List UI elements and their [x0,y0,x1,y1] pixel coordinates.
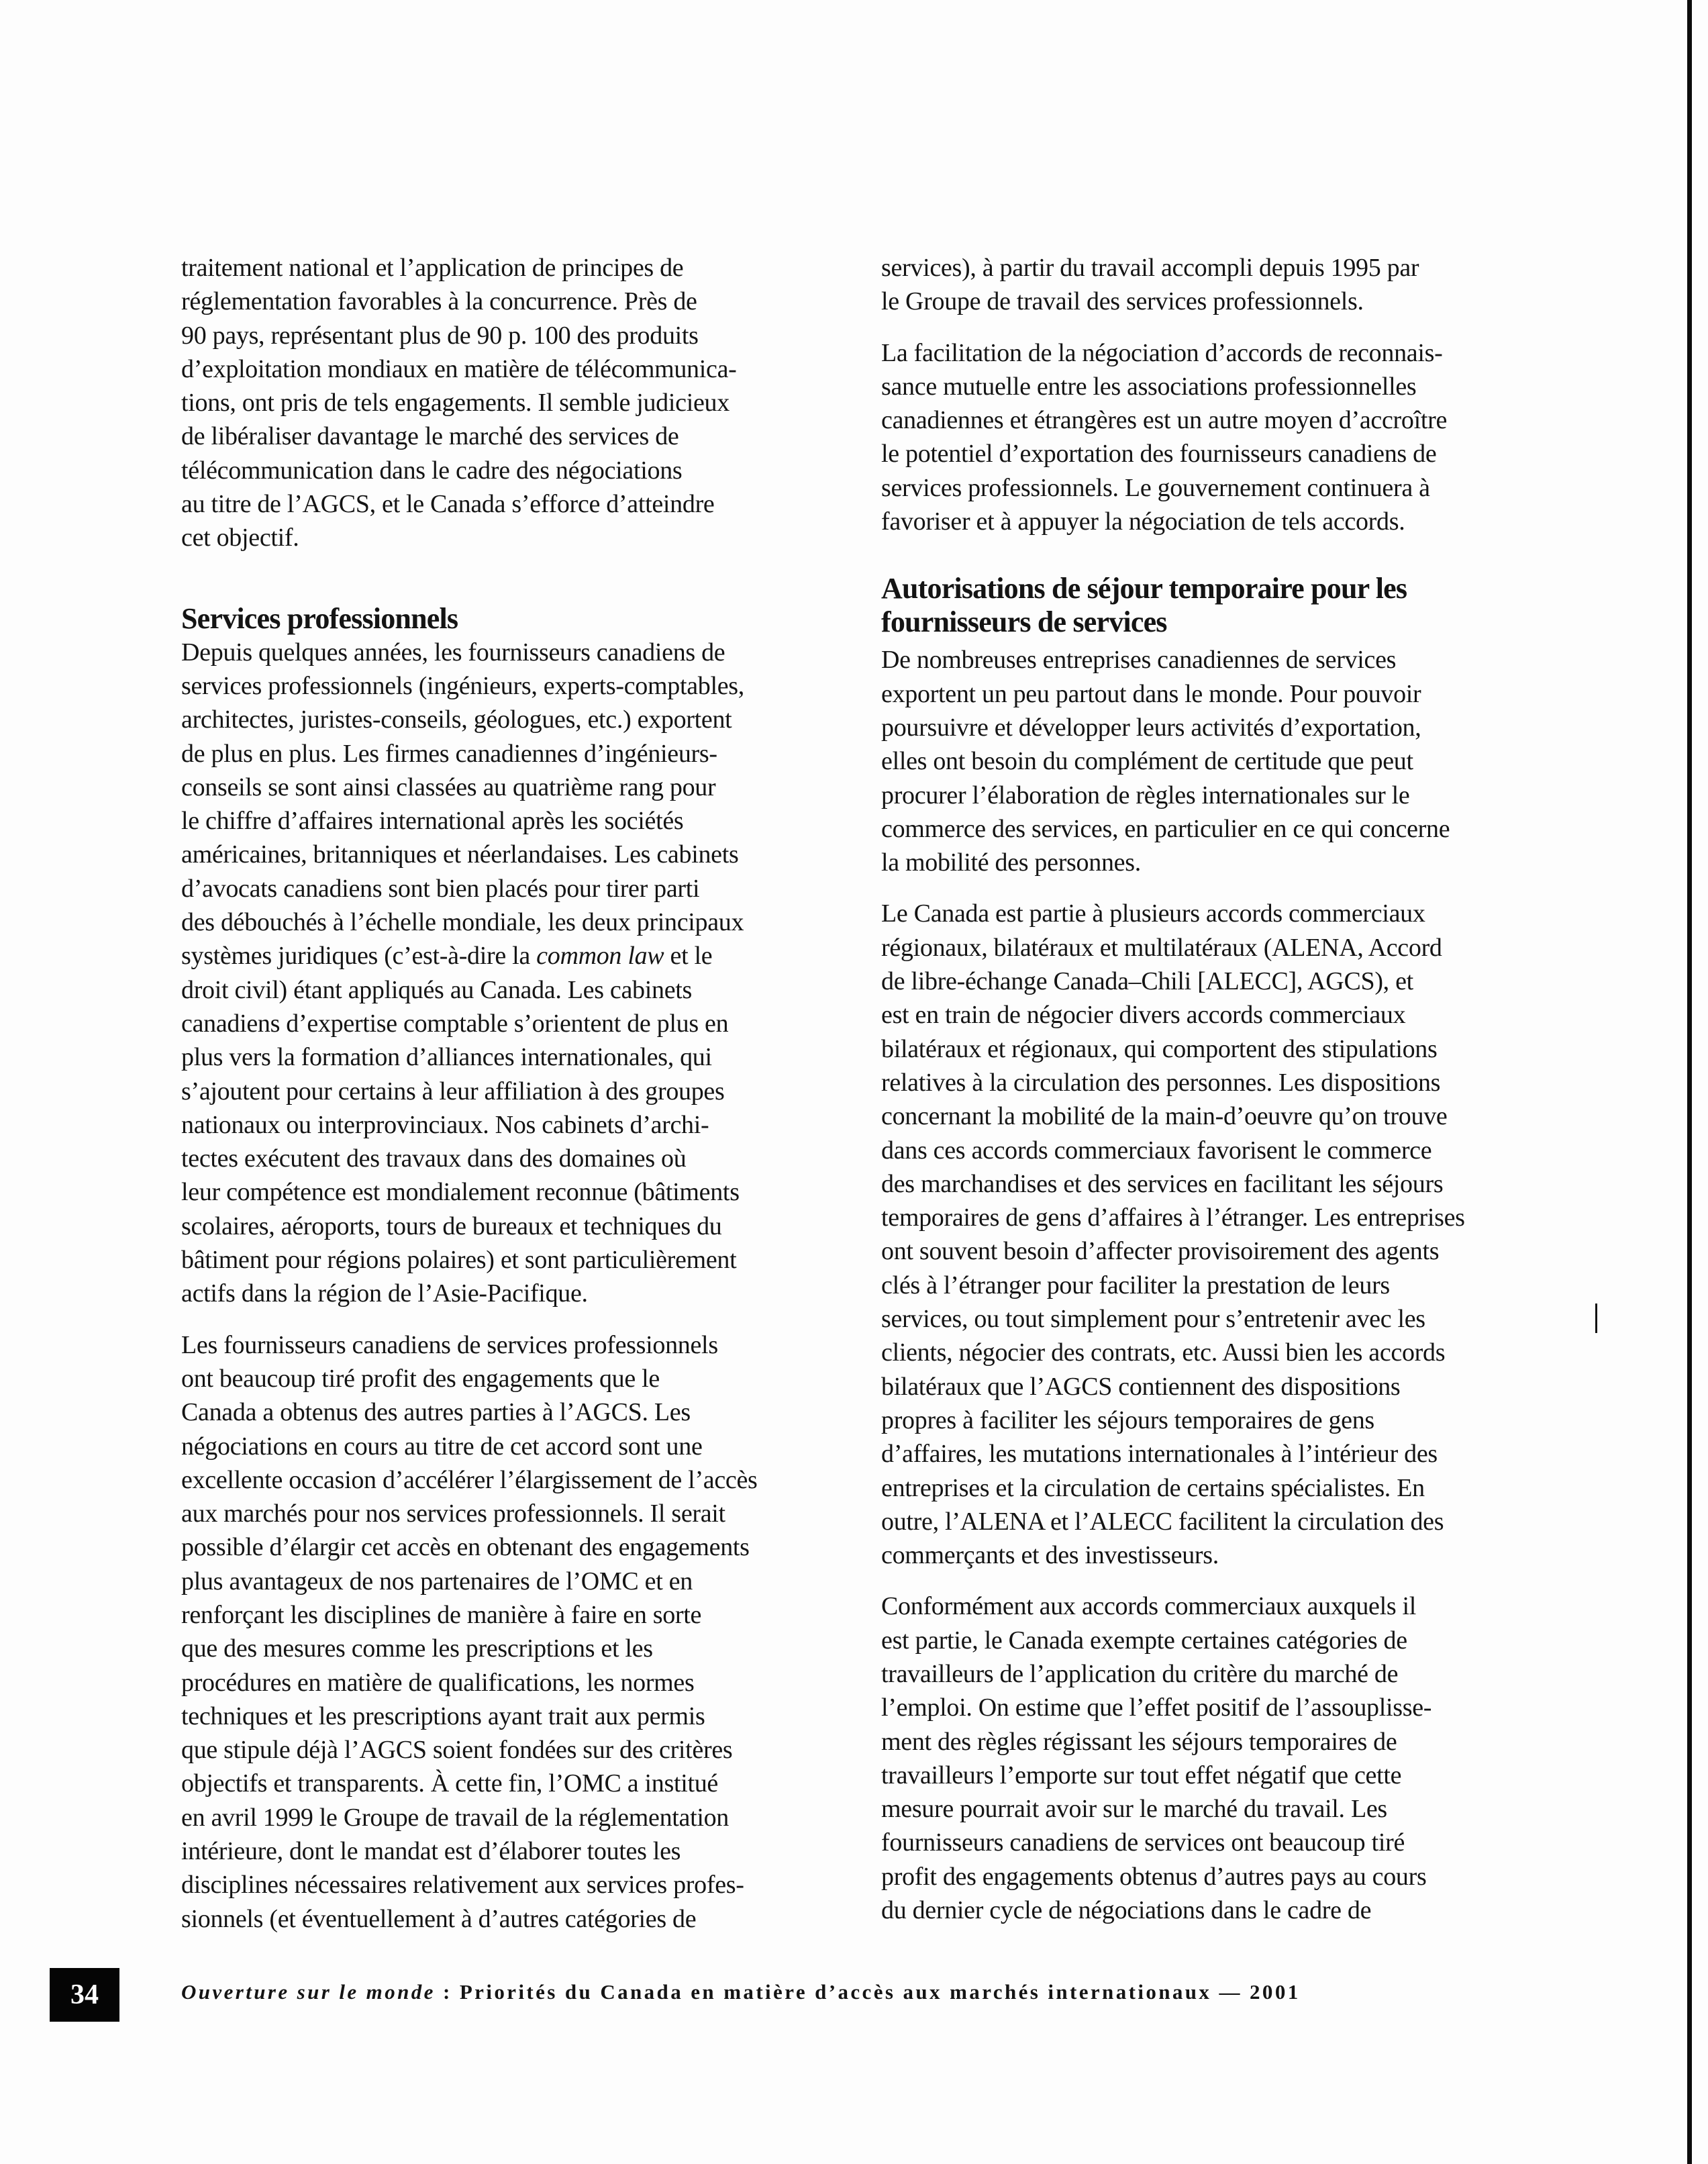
body-paragraph: De nombreuses entreprises canadiennes de services exportent un peu partout dans le monde. Pour pouvoir poursuivre et développer leurs activités d’exportation, elles ont besoin du complément de certitude que peut procurer l’élaboration de règles internationales sur le commerce des services, en particulier en ce qui concerne la mobilité des personnes. [881,646,1450,877]
paragraph-text: et le droit civil) étant appliqués au Canada. Les cabinets canadiens d’expertise comptable s’orientent de plus en plus vers la formation d’alliances internationales, qui s’ajoutent pour certains à leur affiliation à des groupes nationaux ou interprovinciaux. Nos cabinets d’archi- tectes exécutent des travaux dans des domaines où leur compétence est mondialement reconnue (bâtiments scolaires, aéroports, tours de bureaux et techniques du bâtiment pour régions polaires) et sont particulièrement actifs dans la région de l’Asie-Pacifique. [181,942,740,1308]
running-title-rest: : Priorités du Canada en matière d’accès aux marchés internationaux — 2001 [435,1980,1301,2004]
section-temporary-entry [881,572,1485,1927]
running-title-italic: Ouverture sur le monde [181,1980,436,2004]
page-number-badge: 34 [50,1968,119,2022]
section-professional-services [181,602,785,1936]
body-paragraph: Les fournisseurs canadiens de services professionnels ont beaucoup tiré profit des engagements que le Canada a obtenus des autres parties à l’AGCS. Les négociations en cours au titre de cet accord sont une excellente occasion d’accélérer l’élargissement de l’accès aux marchés pour nos services professionnels. Il serait possible d’élargir cet accès en obtenant des engagements plus avantageux de nos partenaires de l’OMC et en renforçant les disciplines de manière à faire en sorte que des mesures comme les prescriptions et les procédures en matière de qualifications, les normes techniques et les prescriptions ayant trait aux permis que stipule déjà l’AGCS soient fondées sur des critères objectifs et transparents. À cette fin, l’OMC a institué en avril 1999 le Groupe de travail de la réglementation intérieure, dont le mandat est d’élaborer toutes les disciplines nécessaires relativement aux services profes- sionnels (et éventuellement à d’autres catégories de [181,1330,758,1933]
left-column [181,251,785,1936]
running-title [181,1980,1301,2004]
emphasis-text: common law [536,942,664,971]
page-footer [0,1968,1708,2022]
margin-change-bar [1595,1304,1597,1333]
body-paragraph: Le Canada est partie à plusieurs accords commerciaux régionaux, bilatéraux et multilatéraux (ALENA, Accord de libre-échange Canada–Chili [ALECC], AGCS), et est en train de négocier divers accords commerciaux bilatéraux et régionaux, qui comportent des stipulations relatives à la circulation des personnes. Les dispositions concernant la mobilité de la main-d’oeuvre qu’on trouve dans ces accords commerciaux favorisent le commerce des marchandises et des services en facilitant les séjours temporaires de gens d’affaires à l’étranger. Les entreprises ont souvent besoin d’affecter provisoirement des agents clés à l’étranger pour faciliter la prestation de leurs services, ou tout simplement pour s’entretenir avec les clients, négocier des contrats, etc. Aussi bien les accords bilatéraux que l’AGCS contiennent des dispositions propres à faciliter les séjours temporaires de gens d’affaires, les mutations internationales à l’intérieur des entreprises et la circulation de certains spécialistes. En outre, l’ALENA et l’ALECC facilitent la circulation des commerçants et des investisseurs. [881,899,1465,1570]
body-paragraph: Conformément aux accords commerciaux auxquels il est partie, le Canada exempte certaines catégories de travailleurs de l’application du critère du marché de l’emploi. On estime que l’effet positif de l’assouplisse- ment des règles régissant les séjours temporaires de travailleurs l’emporte sur tout effet négatif que cette mesure pourrait avoir sur le marché du travail. Les fournisseurs canadiens de services ont beaucoup tiré profit des engagements obtenus d’autres pays au cours du dernier cycle de négociations dans le cadre de [881,1592,1432,1925]
section-heading: Autorisations de séjour temporaire pour les fournisseurs de services [881,572,1407,639]
section-heading: Services professionnels [181,601,458,635]
right-column [881,251,1485,1927]
intro-paragraph: traitement national et l’application de principes de réglementation favorables à la concurrence. Près de 90 pays, représentant plus de 90 p. 100 des produits d’exploitation mondiaux en matière de télécommunica- tions, ont pris de tels engagements. Il semble judicieux de libéraliser davantage le marché des services de télécommunication dans le cadre des négociations au titre de l’AGCS, et le Canada s’efforce d’atteindre cet objectif. [181,254,737,552]
body-paragraph: La facilitation de la négociation d’accords de reconnais- sance mutuelle entre les associations professionnelles canadiennes et étrangères est un autre moyen d’accroître le potentiel d’exportation des fournisseurs canadiens de services professionnels. Le gouvernement continuera à favoriser et à appuyer la négociation de tels accords. [881,338,1448,536]
paragraph-text: Depuis quelques années, les fournisseurs canadiens de services professionnels (ingénieurs, experts-comptables, architectes, juristes-conseils, géologues, etc.) exportent de plus en plus. Les firmes canadiennes d’ingénieurs- conseils se sont ainsi classées au quatrième rang pour le chiffre d’affaires international après les sociétés américaines, britanniques et néerlandaises. Les cabinets d’avocats canadiens sont bien placés pour tirer parti des débouchés à l’échelle mondiale, les deux principaux systèmes juridiques (c’est-à-dire la [181,638,744,971]
page-edge-line [1687,0,1692,2164]
body-paragraph [181,636,785,1311]
continued-paragraph: services), à partir du travail accompli depuis 1995 par le Groupe de travail des services professionnels. [881,254,1419,316]
